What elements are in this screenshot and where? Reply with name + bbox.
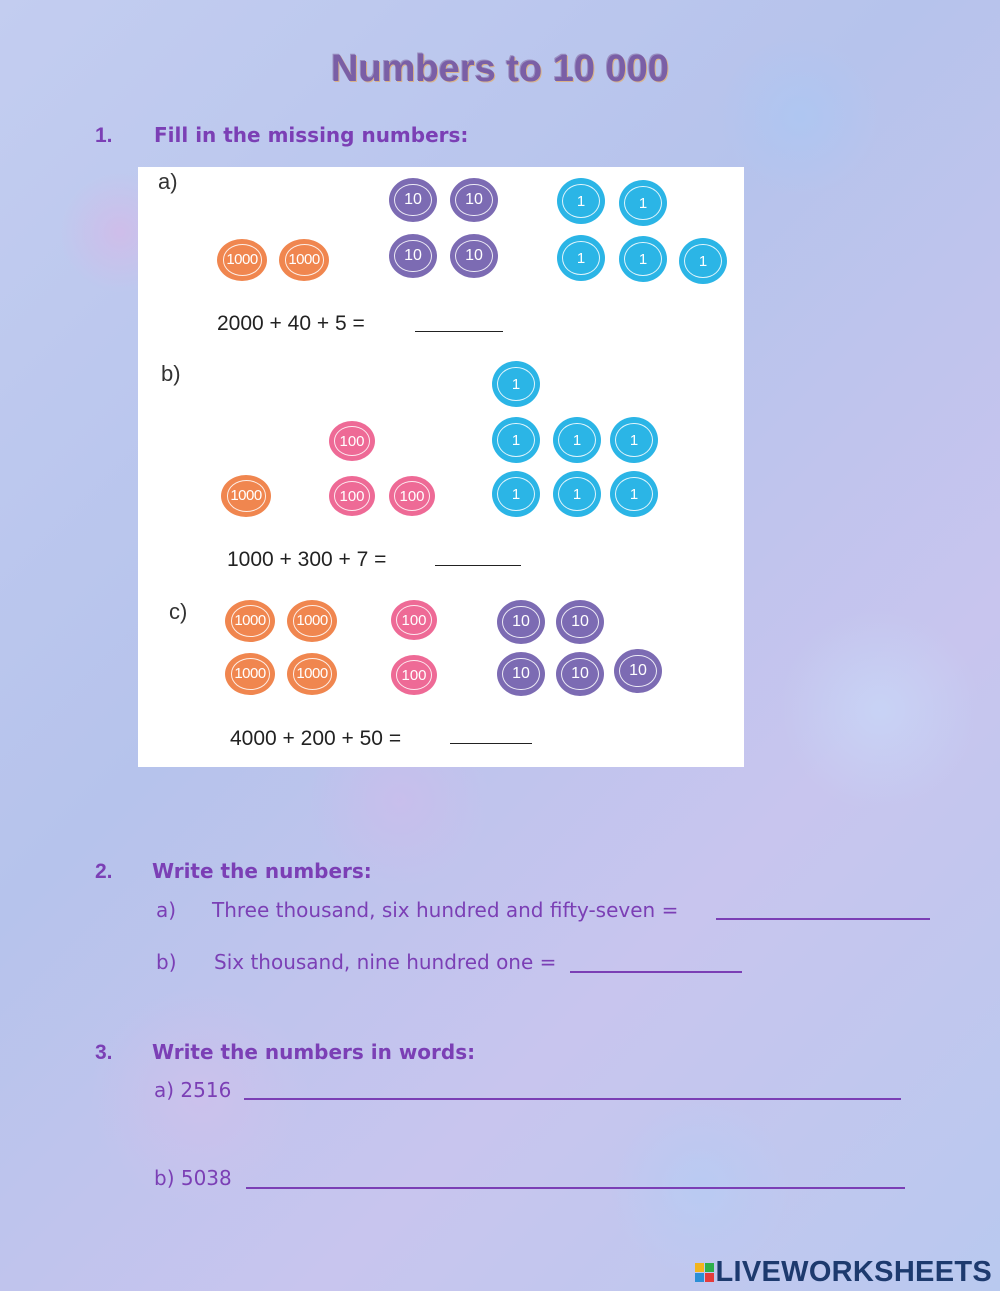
chip-ten: 10 [556,600,604,644]
chip-hundred: 100 [329,421,375,461]
question-2-number: 2. [95,860,113,883]
question-2b-label: b) [156,950,177,974]
chip-ten: 10 [614,649,662,693]
chip-ten: 10 [450,178,498,222]
part-b-equation: 1000 + 300 + 7 = [227,548,387,571]
part-c-equation: 4000 + 200 + 50 = [230,727,402,750]
part-a-answer-blank[interactable] [415,331,503,332]
chip-one: 1 [557,235,605,281]
question-1-title: Fill in the missing numbers: [154,123,469,147]
chip-one: 1 [492,361,540,407]
page-title: Numbers to 10 000 [331,48,669,90]
part-b-label: b) [161,361,181,386]
chip-one: 1 [553,471,601,517]
question-3-number: 3. [95,1041,113,1064]
chip-one: 1 [619,236,667,282]
part-c-label: c) [169,599,188,624]
part-c-answer-blank[interactable] [450,743,532,744]
logo-text: LIVEWORKSHEETS [715,1256,992,1288]
chip-hundred: 100 [391,600,437,640]
question-3b-answer-blank[interactable] [246,1187,905,1189]
chip-thousand: 1000 [217,239,267,281]
chip-ten: 10 [389,178,437,222]
part-a-equation: 2000 + 40 + 5 = [217,312,365,335]
question-2a-answer-blank[interactable] [716,918,930,920]
question-3-title: Write the numbers in words: [152,1040,476,1064]
chip-one: 1 [492,471,540,517]
question-2-title: Write the numbers: [152,859,372,883]
chip-hundred: 100 [329,476,375,516]
question-3a-answer-blank[interactable] [244,1098,901,1100]
question-2a-label: a) [156,898,177,922]
chip-thousand: 1000 [221,475,271,517]
chip-thousand: 1000 [287,600,337,642]
chip-one: 1 [610,417,658,463]
question-3b-text: b) 5038 [154,1166,232,1190]
chip-one: 1 [557,178,605,224]
chip-ten: 10 [556,652,604,696]
part-b-answer-blank[interactable] [435,565,521,566]
question-2b-text: Six thousand, nine hundred one = [214,950,557,974]
place-value-panel [138,167,744,767]
chip-ten: 10 [389,234,437,278]
chip-thousand: 1000 [287,653,337,695]
question-2b-answer-blank[interactable] [570,971,742,973]
chip-one: 1 [492,417,540,463]
chip-one: 1 [610,471,658,517]
chip-one: 1 [619,180,667,226]
question-2a-text: Three thousand, six hundred and fifty-seven = [212,898,679,922]
chip-one: 1 [553,417,601,463]
chip-thousand: 1000 [279,239,329,281]
chip-thousand: 1000 [225,600,275,642]
logo-blocks-icon [695,1263,714,1282]
chip-ten: 10 [450,234,498,278]
chip-hundred: 100 [391,655,437,695]
chip-thousand: 1000 [225,653,275,695]
chip-one: 1 [679,238,727,284]
question-3a-text: a) 2516 [154,1078,232,1102]
chip-hundred: 100 [389,476,435,516]
part-a-label: a) [158,169,178,194]
liveworksheets-logo[interactable] [695,1256,993,1289]
chip-ten: 10 [497,652,545,696]
question-1-number: 1. [95,124,113,147]
chip-ten: 10 [497,600,545,644]
